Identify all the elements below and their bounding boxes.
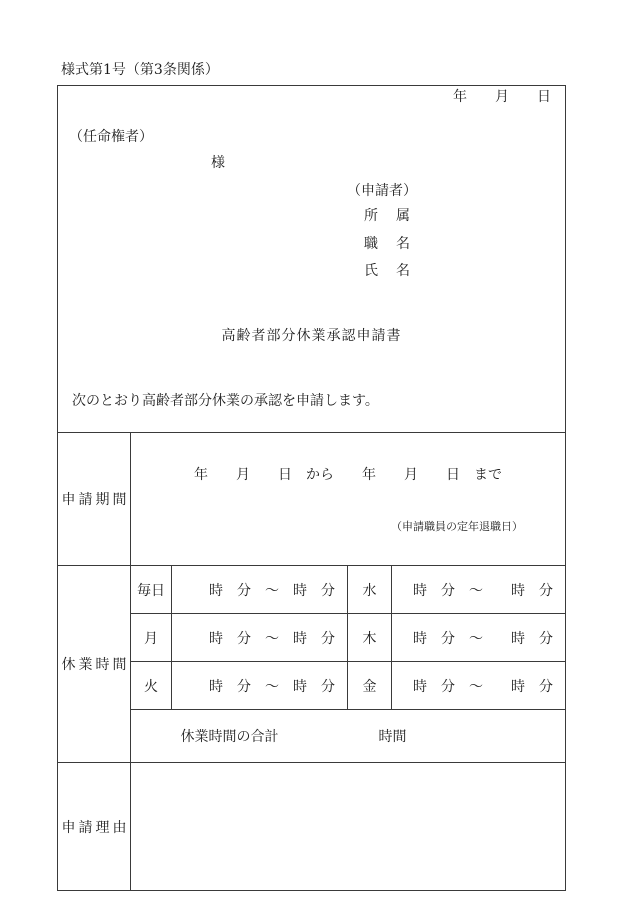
- period-value-cell: [131, 433, 566, 566]
- reason-value-cell: [131, 763, 566, 891]
- period-label: 申請期間: [58, 433, 131, 566]
- total-label: 休業時間の合計: [180, 729, 279, 745]
- period-row: [58, 433, 566, 566]
- day-cell-tue: 火: [131, 662, 172, 710]
- time-cell-mon: 時 分 ～ 時 分: [172, 614, 348, 662]
- time-cell-thu: 時 分 ～ 時 分: [392, 614, 566, 662]
- job-title-label: 職 名: [364, 236, 412, 252]
- leave-time-row-mon: [58, 614, 566, 662]
- form-header-section: [57, 85, 566, 433]
- leave-time-label: 休業時間: [58, 566, 131, 763]
- time-cell-tue: 時 分 ～ 時 分: [172, 662, 348, 710]
- time-cell-fri: 時 分 ～ 時 分: [392, 662, 566, 710]
- intro-sentence: 次のとおり高齢者部分休業の承認を申請します。: [72, 393, 379, 409]
- form-number: 様式第1号（第3条関係）: [61, 62, 219, 78]
- period-dates: 年 月 日 から 年 月 日 まで: [194, 467, 502, 483]
- leave-time-total-row: [58, 710, 566, 763]
- affiliation-label: 所 属: [364, 208, 412, 224]
- honorific-sama: 様: [211, 155, 225, 171]
- time-cell-wed: 時 分 ～ 時 分: [392, 566, 566, 614]
- day-cell-everyday: 毎日: [131, 566, 172, 614]
- leave-time-row-daily: [58, 566, 566, 614]
- document-title: 高齢者部分休業承認申請書: [221, 328, 402, 344]
- reason-label: 申請理由: [58, 763, 131, 891]
- leave-time-row-tue: [58, 662, 566, 710]
- appointer-label: （任命権者）: [69, 129, 153, 145]
- day-cell-thu: 木: [348, 614, 392, 662]
- date-line: 年 月 日: [453, 89, 551, 105]
- day-cell-mon: 月: [131, 614, 172, 662]
- name-label: 氏 名: [364, 263, 412, 279]
- day-cell-fri: 金: [348, 662, 392, 710]
- application-table: [57, 432, 566, 891]
- period-note: （申請職員の定年退職日）: [391, 520, 523, 533]
- total-unit: 時間: [378, 729, 407, 745]
- time-cell-everyday: 時 分 ～ 時 分: [172, 566, 348, 614]
- leave-time-total-cell: [131, 710, 566, 763]
- day-cell-wed: 水: [348, 566, 392, 614]
- reason-row: [58, 763, 566, 891]
- applicant-label: （申請者）: [347, 183, 417, 199]
- application-form: [57, 85, 566, 891]
